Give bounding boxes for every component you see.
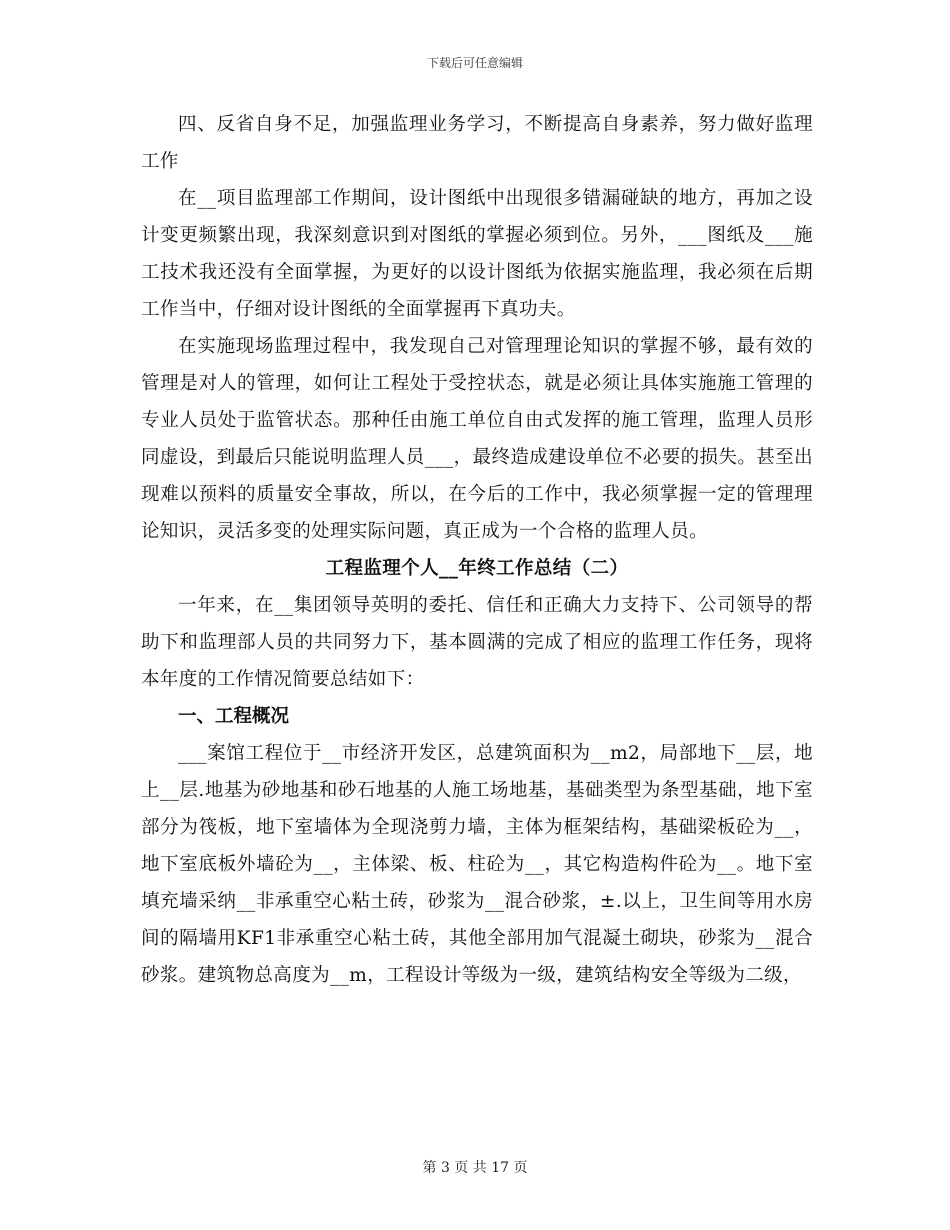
- paragraph-drawings: 在__项目监理部工作期间，设计图纸中出现很多错漏碰缺的地方，再加之设计变更频繁出现，我深刻意识到对图纸的掌握必须到位。另外，___图纸及___施工技术我还没有全面掌握，为更好的以设计图纸为依据实施监理，我必须在后期工作当中，仔细对设计图纸的全面掌握再下真功夫。: [141, 188, 813, 320]
- paragraph-section-four: 四、反省自身不足，加强监理业务学习，不断提高自身素养，努力做好监理工作: [141, 114, 813, 172]
- page-header: 下载后可任意编辑: [426, 56, 523, 70]
- subheading-project-overview: 一、工程概况: [178, 706, 290, 727]
- paragraph-project-overview: ___案馆工程位于__市经济开发区，总建筑面积为__m2，局部地下__层，地上__层.地基为砂地基和砂石地基的人施工场地基，基础类型为条型基础，地下室部分为筏板，地下室墙体为全现浇剪力墙，主体为框架结构，基础梁板砼为__，地下室底板外墙砼为__，主体梁、板、柱砼为__，其它构造构件砼为__。地下室填充墙采纳__非承重空心粘土砖，砂浆为__混合砂浆，±.以上，卫生间等用水房间的隔墙用KF1非承重空心粘土砖，其他全部用加气混凝土砌块，砂浆为__混合砂浆。建筑物总高度为__m，工程设计等级为一级，建筑结构安全等级为二级，: [141, 743, 813, 986]
- paragraph-management: 在实施现场监理过程中，我发现自己对管理理论知识的掌握不够，最有效的管理是对人的管理，如何让工程处于受控状态，就是必须让具体实施施工管理的专业人员处于监管状态。那种任由施工单位自由式发挥的施工管理，监理人员形同虚设，到最后只能说明监理人员___，最终造成建设单位不必要的损失。甚至出现难以预料的质量安全事故，所以，在今后的工作中，我必须掌握一定的管理理论知识，灵活多变的处理实际问题，真正成为一个合格的监理人员。: [141, 336, 813, 542]
- document-body: [141, 106, 813, 994]
- section-title: 工程监理个人__年终工作总结（二）: [325, 558, 629, 579]
- page-footer: 第 3 页 共 17 页: [422, 1160, 528, 1176]
- paragraph-intro: 一年来，在__集团领导英明的委托、信任和正确大力支持下、公司领导的帮助下和监理部人员的共同努力下，基本圆满的完成了相应的监理工作任务，现将本年度的工作情况简要总结如下：: [141, 595, 813, 690]
